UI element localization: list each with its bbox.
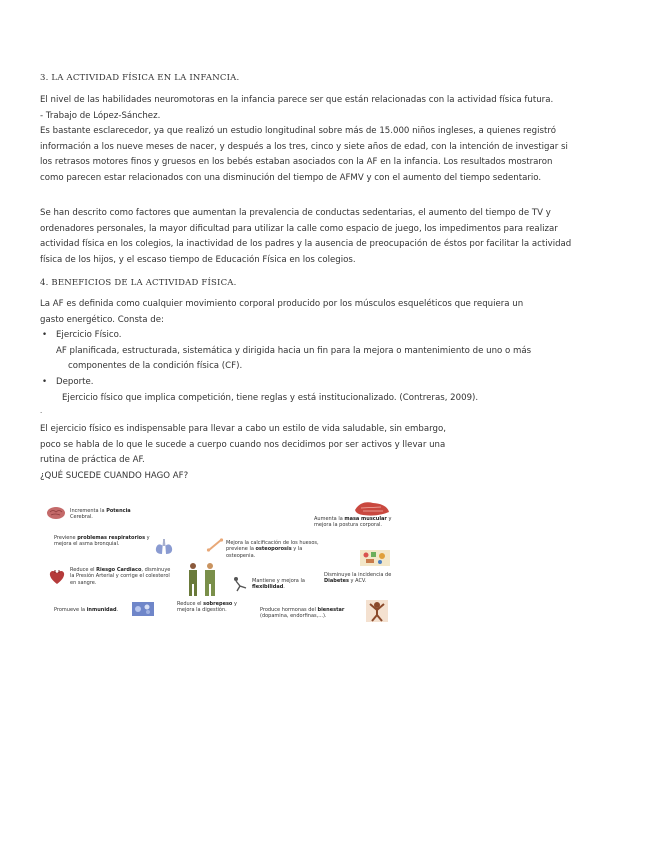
- immunity-icon: [132, 602, 154, 616]
- paragraph-line: AF planificada, estructurada, sistemática y dirigida hacia un fin para la mejora o mantenimiento de uno o más: [56, 345, 532, 356]
- bullet-desc: [40, 391, 600, 407]
- bullet-title: Deporte.: [56, 376, 94, 387]
- paragraph-line: El ejercicio físico es indispensable para llevar a cabo un estilo de vida saludable, sin embargo,: [40, 424, 446, 435]
- paragraph: El nivel de las habilidades neuromotoras en la infancia parece ser que están relacionadas con la actividad física futura.: [40, 95, 554, 105]
- paragraph-line: información a los nueve meses de nacer, y después a los tres, cinco y siete años de edad, con la intención de investigar si: [40, 141, 568, 152]
- paragraph: - Trabajo de López-Sánchez.: [40, 110, 161, 121]
- bullet-item: [40, 375, 600, 391]
- bullet-dot-icon: •: [42, 376, 48, 387]
- paragraph-line: poco se habla de lo que le sucede a cuerpo cuando nos decidimos por ser activos y llevar una: [40, 439, 446, 450]
- section-3-factors: [40, 206, 618, 268]
- wellbeing-icon: [366, 600, 388, 622]
- paragraph-line: Es bastante esclarecedor, ya que realizó un estudio longitudinal sobre más de 15.000 niños ingleses, a quienes registró: [40, 126, 556, 137]
- section-3-body: [40, 93, 618, 187]
- body-icon: [184, 562, 220, 598]
- paragraph-line: actividad física en los colegios, la inactividad de los padres y la ausencia de preocupación de éstos por facilitar la actividad: [40, 239, 572, 250]
- infographic-item: Disminuye la incidencia de Diabetes y ACV.: [324, 572, 392, 585]
- section-4-heading: 4. BENEFICIOS DE LA ACTIVIDAD FÍSICA.: [40, 278, 237, 288]
- stretch-icon: [232, 576, 248, 592]
- infographic-item: Mejora la calcificación de los huesos, previene la osteoporosis y la osteopenia.: [226, 540, 319, 559]
- bone-icon: [206, 538, 224, 552]
- bullet-item: [40, 328, 600, 344]
- paragraph-line: componentes de la condición física (CF).: [68, 361, 243, 372]
- infographic-item: Reduce el sobrepeso y mejora la digestión.: [177, 601, 237, 614]
- paragraph-line: Ejercicio físico que implica competición, tiene reglas y está institucionalizado. (Contreras, 2009).: [62, 392, 479, 403]
- bullet-desc: [40, 344, 600, 375]
- lungs-icon: [154, 538, 174, 556]
- infographic-item: Reduce el Riesgo Cardiaco, disminuye la Presión Arterial y corrige el colesterol en sangre.: [70, 567, 171, 586]
- paragraph-line: ¿QUÉ SUCEDE CUANDO HAGO AF?: [40, 470, 189, 481]
- benefits-infographic: [40, 500, 396, 628]
- paragraph-line: gasto energético. Consta de:: [40, 314, 164, 325]
- section-3-heading: 3. LA ACTIVIDAD FÍSICA EN LA INFANCIA.: [40, 73, 240, 83]
- heart-icon: [48, 568, 66, 586]
- infographic-item: Previene problemas respiratorios y mejora el asma bronquial.: [54, 535, 150, 548]
- paragraph-line: como parecen estar relacionados con una disminución del tiempo de AFMV y con el aumento del tiempo sedentario.: [40, 172, 542, 183]
- paragraph-line: rutina de práctica de AF.: [40, 455, 145, 466]
- section-4-body: [40, 297, 600, 485]
- paragraph-line: ordenadores personales, la mayor dificultad para utilizar la calle como espacio de juego, los impedimentos para realizar: [40, 223, 558, 234]
- infographic-item: Produce hormonas del bienestar (dopamina, endorfinas,...).: [260, 607, 345, 620]
- brain-icon: [46, 506, 66, 520]
- bullet-dot-icon: •: [42, 330, 48, 341]
- infographic-item: Incrementa la Potencia Cerebral.: [70, 508, 131, 521]
- infographic-item: Mantiene y mejora la flexibilidad.: [252, 578, 305, 591]
- paragraph-line: Se han descrito como factores que aumentan la prevalencia de conductas sedentarias, el aumento del tiempo de TV y: [40, 208, 551, 218]
- infographic-item: Promueve la inmunidad.: [54, 607, 119, 613]
- bullet-title: Ejercicio Físico.: [56, 330, 122, 341]
- diabetes-icon: [360, 548, 390, 568]
- muscle-icon: [353, 498, 391, 518]
- paragraph-line: los retrasos motores finos y gruesos en los bebés estaban asociados con la AF en la infancia. Los resultados mostraron: [40, 157, 553, 168]
- closing-paragraph: [40, 422, 600, 484]
- paragraph-line: física de los hijos, y el escaso tiempo de Educación Física en los colegios.: [40, 254, 356, 265]
- stray-mark: .: [40, 407, 43, 416]
- infographic-item: Aumenta la masa muscular y mejora la postura corporal.: [314, 516, 392, 529]
- paragraph-line: La AF es definida como cualquier movimiento corporal producido por los músculos esqueléticos que requiera un: [40, 299, 524, 309]
